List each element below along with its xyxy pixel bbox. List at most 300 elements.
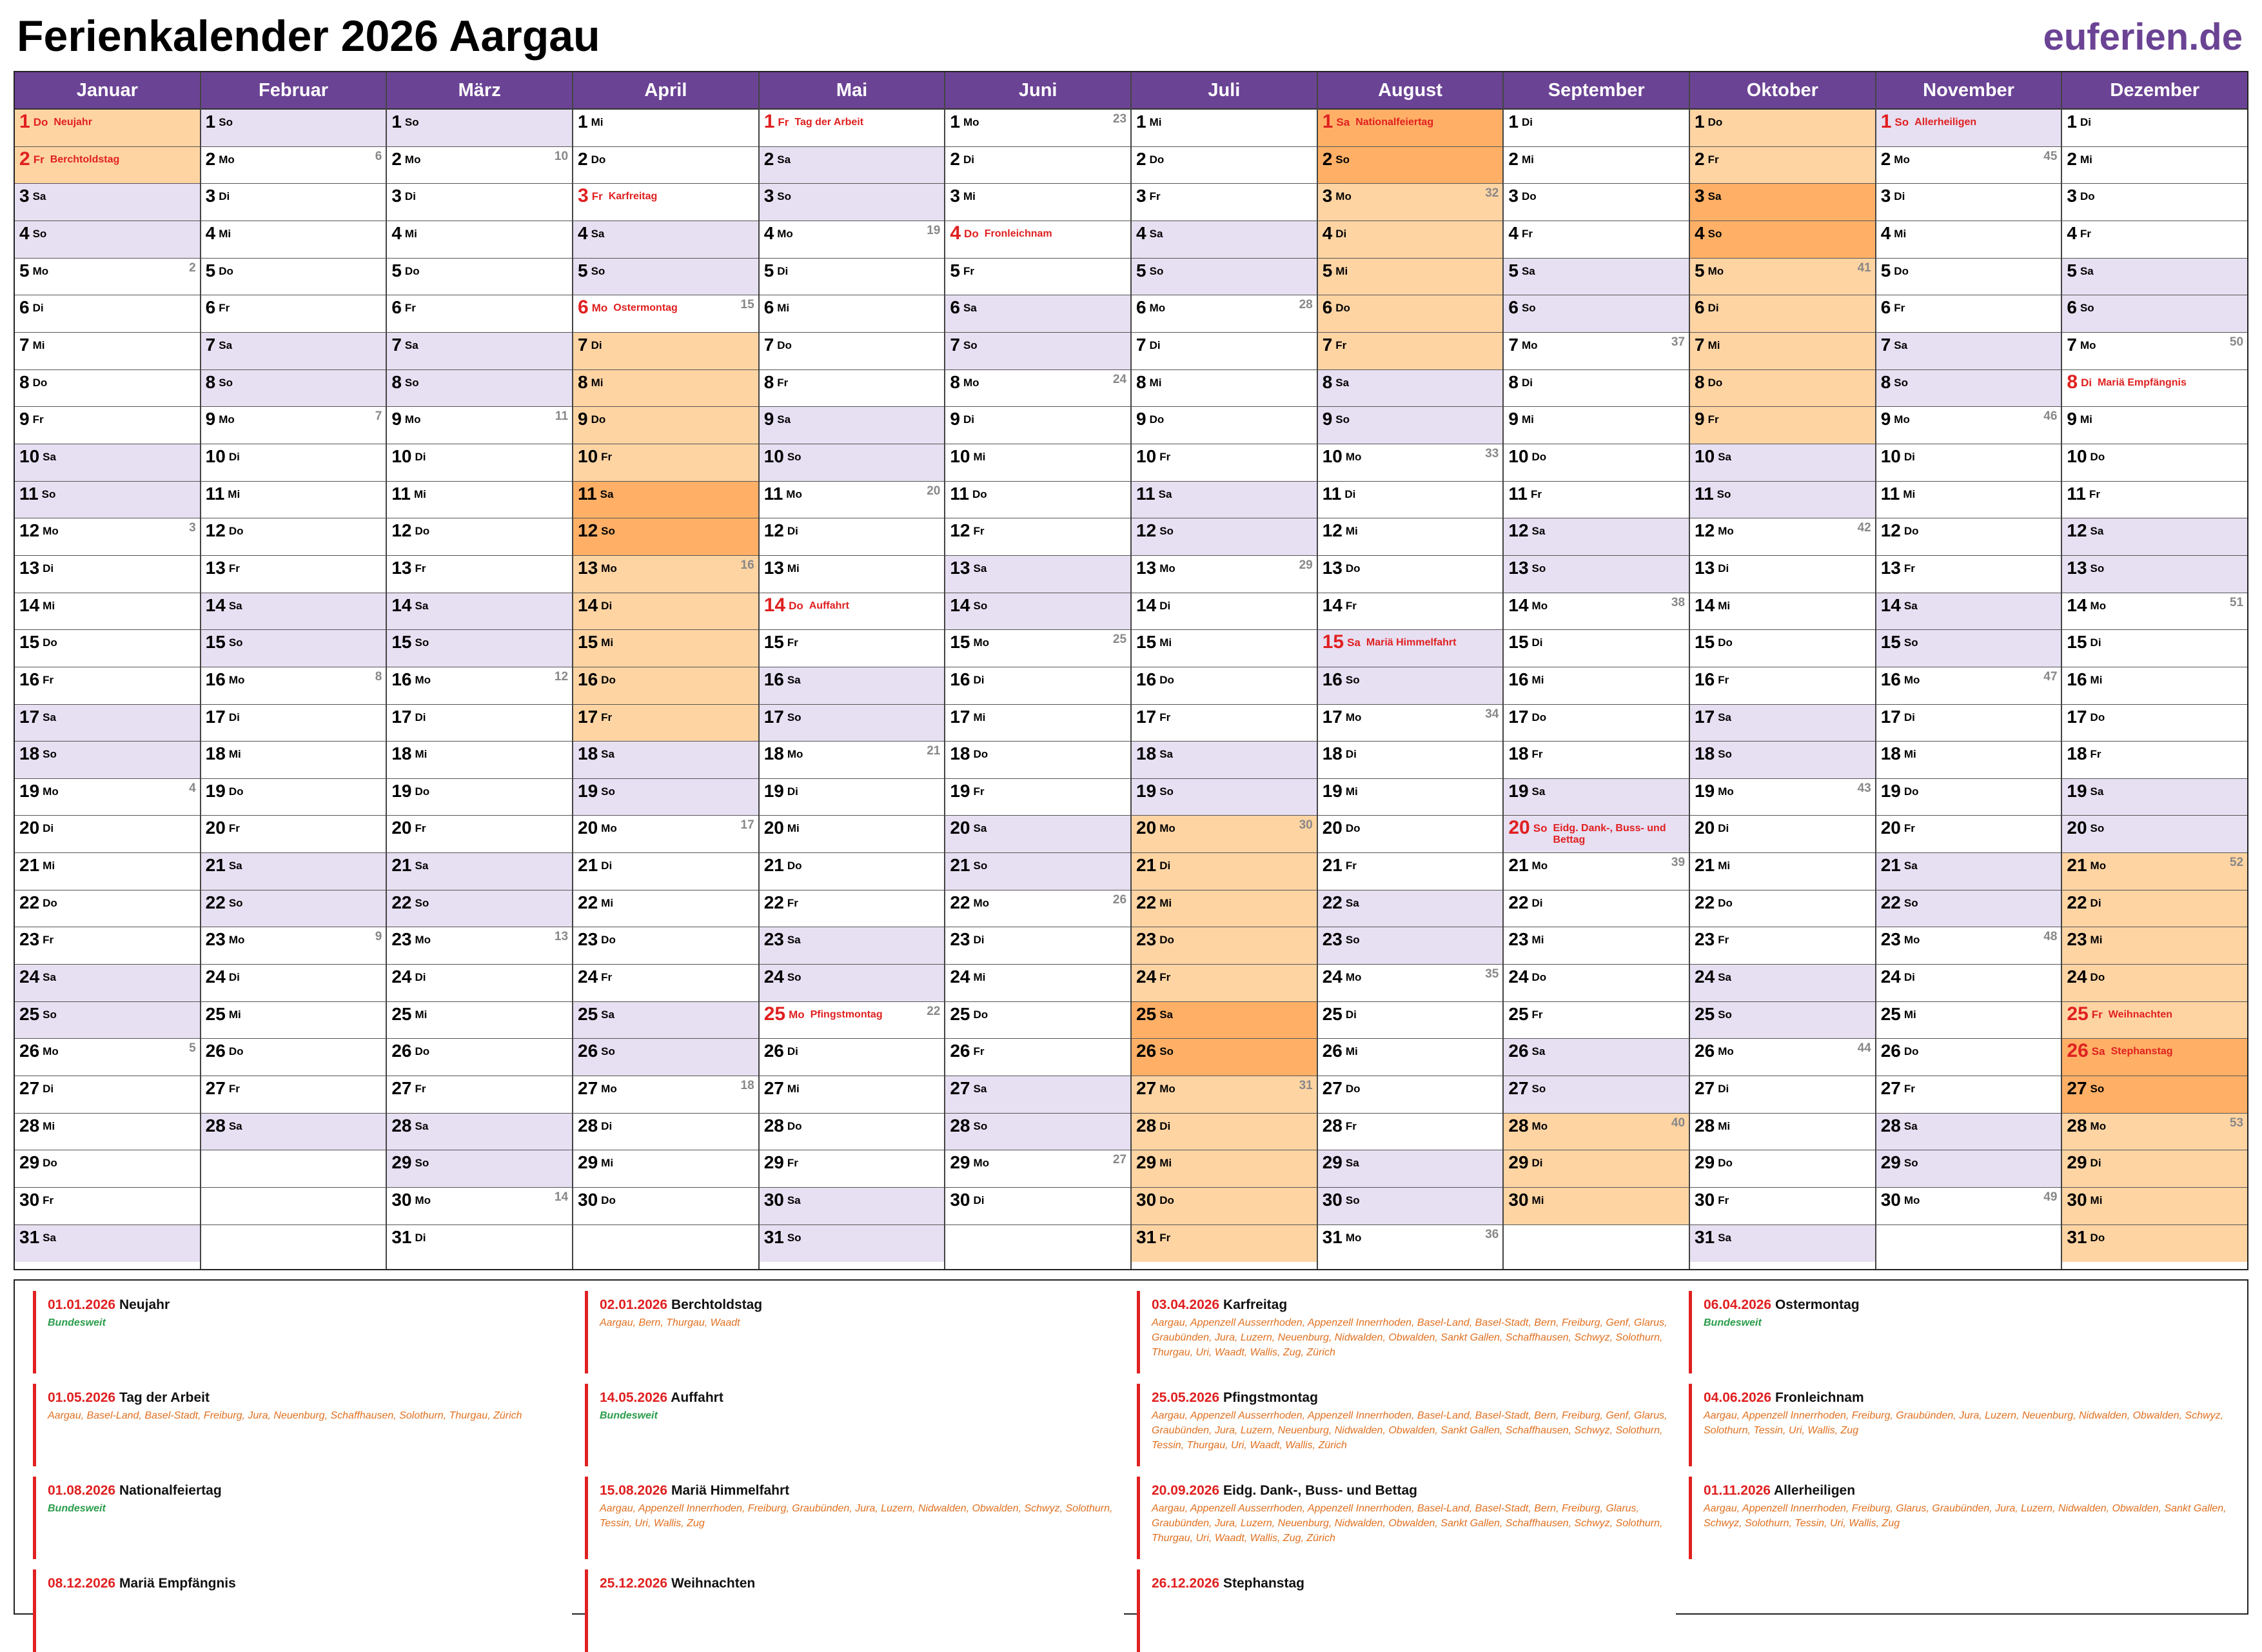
day-cell[interactable] (1318, 1076, 1503, 1114)
day-cell[interactable] (15, 1002, 200, 1039)
day-cell[interactable] (945, 927, 1130, 965)
day-cell[interactable] (1318, 1150, 1503, 1188)
day-cell[interactable] (2062, 184, 2247, 221)
day-cell[interactable] (1876, 667, 2061, 705)
day-cell[interactable] (945, 1188, 1130, 1225)
day-cell[interactable] (15, 110, 200, 147)
day-cell[interactable] (387, 630, 572, 667)
day-cell[interactable] (1318, 147, 1503, 184)
day-cell[interactable] (1504, 927, 1689, 965)
day-cell[interactable] (201, 184, 386, 221)
day-cell[interactable] (1690, 518, 1875, 556)
day-cell[interactable] (1690, 1002, 1875, 1039)
day-cell[interactable] (2062, 927, 2247, 965)
day-cell[interactable] (2062, 295, 2247, 333)
day-cell[interactable] (760, 890, 945, 928)
day-cell[interactable] (1690, 593, 1875, 631)
day-cell[interactable] (573, 259, 758, 296)
day-cell[interactable] (1132, 667, 1317, 705)
day-cell[interactable] (2062, 407, 2247, 444)
day-cell[interactable] (387, 593, 572, 631)
day-cell[interactable] (201, 556, 386, 593)
day-cell[interactable] (760, 295, 945, 333)
day-cell[interactable] (1876, 779, 2061, 816)
day-cell[interactable] (760, 1002, 945, 1039)
day-cell[interactable] (387, 705, 572, 742)
day-cell[interactable] (1132, 816, 1317, 853)
day-cell[interactable] (1132, 556, 1317, 593)
day-cell[interactable] (1876, 482, 2061, 519)
day-cell[interactable] (387, 407, 572, 444)
day-cell[interactable] (201, 259, 386, 296)
day-cell[interactable] (1504, 556, 1689, 593)
day-cell[interactable] (1132, 1002, 1317, 1039)
day-cell[interactable] (1318, 1188, 1503, 1225)
day-cell[interactable] (573, 965, 758, 1002)
day-cell[interactable] (760, 1114, 945, 1151)
day-cell[interactable] (2062, 1114, 2247, 1151)
day-cell[interactable] (760, 1076, 945, 1114)
day-cell[interactable] (201, 295, 386, 333)
day-cell[interactable] (2062, 370, 2247, 408)
day-cell[interactable] (1132, 295, 1317, 333)
day-cell[interactable] (2062, 816, 2247, 853)
day-cell[interactable] (15, 667, 200, 705)
day-cell[interactable] (2062, 890, 2247, 928)
day-cell[interactable] (201, 890, 386, 928)
day-cell[interactable] (15, 518, 200, 556)
day-cell[interactable] (387, 1188, 572, 1225)
day-cell[interactable] (1504, 1039, 1689, 1076)
day-cell[interactable] (1504, 1150, 1689, 1188)
day-cell[interactable] (2062, 147, 2247, 184)
day-cell[interactable] (1690, 1114, 1875, 1151)
day-cell[interactable] (1504, 110, 1689, 147)
day-cell[interactable] (201, 816, 386, 853)
day-cell[interactable] (945, 1114, 1130, 1151)
day-cell[interactable] (387, 890, 572, 928)
day-cell[interactable] (387, 1225, 572, 1263)
day-cell[interactable] (15, 779, 200, 816)
day-cell[interactable] (15, 630, 200, 667)
day-cell[interactable] (760, 110, 945, 147)
day-cell[interactable] (760, 1188, 945, 1225)
day-cell[interactable] (201, 147, 386, 184)
day-cell[interactable] (387, 779, 572, 816)
day-cell[interactable] (201, 853, 386, 890)
day-cell[interactable] (760, 816, 945, 853)
day-cell[interactable] (15, 1114, 200, 1151)
day-cell[interactable] (387, 110, 572, 147)
day-cell[interactable] (1318, 259, 1503, 296)
day-cell[interactable] (945, 556, 1130, 593)
day-cell[interactable] (573, 742, 758, 779)
day-cell[interactable] (760, 965, 945, 1002)
day-cell[interactable] (387, 184, 572, 221)
day-cell[interactable] (2062, 1076, 2247, 1114)
day-cell[interactable] (760, 1150, 945, 1188)
day-cell[interactable] (945, 333, 1130, 370)
day-cell[interactable] (945, 705, 1130, 742)
day-cell[interactable] (1318, 1039, 1503, 1076)
day-cell[interactable] (201, 593, 386, 631)
day-cell[interactable] (760, 444, 945, 482)
day-cell[interactable] (15, 1188, 200, 1225)
day-cell[interactable] (15, 482, 200, 519)
day-cell[interactable] (760, 482, 945, 519)
day-cell[interactable] (1504, 742, 1689, 779)
day-cell[interactable] (1690, 407, 1875, 444)
day-cell[interactable] (1876, 705, 2061, 742)
day-cell[interactable] (15, 295, 200, 333)
day-cell[interactable] (573, 221, 758, 259)
day-cell[interactable] (1318, 927, 1503, 965)
day-cell[interactable] (760, 1039, 945, 1076)
day-cell[interactable] (1876, 221, 2061, 259)
day-cell[interactable] (201, 1114, 386, 1151)
day-cell[interactable] (387, 1150, 572, 1188)
day-cell[interactable] (573, 1076, 758, 1114)
day-cell[interactable] (387, 667, 572, 705)
day-cell[interactable] (1876, 742, 2061, 779)
day-cell[interactable] (387, 482, 572, 519)
day-cell[interactable] (1690, 259, 1875, 296)
day-cell[interactable] (1318, 630, 1503, 667)
day-cell[interactable] (573, 630, 758, 667)
day-cell[interactable] (15, 927, 200, 965)
day-cell[interactable] (1690, 444, 1875, 482)
day-cell[interactable] (15, 1076, 200, 1114)
day-cell[interactable] (1504, 184, 1689, 221)
day-cell[interactable] (1318, 221, 1503, 259)
day-cell[interactable] (760, 853, 945, 890)
day-cell[interactable] (15, 1225, 200, 1263)
day-cell[interactable] (387, 333, 572, 370)
day-cell[interactable] (1876, 407, 2061, 444)
day-cell[interactable] (945, 444, 1130, 482)
day-cell[interactable] (1132, 221, 1317, 259)
day-cell[interactable] (2062, 518, 2247, 556)
day-cell[interactable] (2062, 742, 2247, 779)
day-cell[interactable] (945, 1039, 1130, 1076)
day-cell[interactable] (945, 593, 1130, 631)
day-cell[interactable] (1504, 853, 1689, 890)
day-cell[interactable] (201, 221, 386, 259)
day-cell[interactable] (1318, 110, 1503, 147)
day-cell[interactable] (15, 444, 200, 482)
day-cell[interactable] (945, 407, 1130, 444)
day-cell[interactable] (945, 890, 1130, 928)
day-cell[interactable] (1132, 1076, 1317, 1114)
day-cell[interactable] (1504, 593, 1689, 631)
day-cell[interactable] (1318, 965, 1503, 1002)
day-cell[interactable] (201, 333, 386, 370)
day-cell[interactable] (201, 779, 386, 816)
day-cell[interactable] (1876, 147, 2061, 184)
day-cell[interactable] (15, 259, 200, 296)
day-cell[interactable] (945, 742, 1130, 779)
day-cell[interactable] (387, 1076, 572, 1114)
day-cell[interactable] (1318, 705, 1503, 742)
day-cell[interactable] (573, 593, 758, 631)
day-cell[interactable] (1690, 556, 1875, 593)
day-cell[interactable] (573, 705, 758, 742)
day-cell[interactable] (1132, 853, 1317, 890)
day-cell[interactable] (201, 965, 386, 1002)
day-cell[interactable] (573, 1114, 758, 1151)
day-cell[interactable] (760, 705, 945, 742)
day-cell[interactable] (387, 1002, 572, 1039)
day-cell[interactable] (1876, 630, 2061, 667)
day-cell[interactable] (2062, 1225, 2247, 1263)
day-cell[interactable] (1132, 407, 1317, 444)
day-cell[interactable] (945, 630, 1130, 667)
day-cell[interactable] (573, 890, 758, 928)
day-cell[interactable] (760, 556, 945, 593)
day-cell[interactable] (760, 630, 945, 667)
day-cell[interactable] (1504, 1114, 1689, 1151)
day-cell[interactable] (760, 184, 945, 221)
day-cell[interactable] (1504, 407, 1689, 444)
day-cell[interactable] (1876, 927, 2061, 965)
day-cell[interactable] (1318, 184, 1503, 221)
day-cell[interactable] (945, 1076, 1130, 1114)
day-cell[interactable] (1132, 110, 1317, 147)
day-cell[interactable] (1876, 518, 2061, 556)
day-cell[interactable] (945, 853, 1130, 890)
day-cell[interactable] (1690, 1076, 1875, 1114)
day-cell[interactable] (760, 147, 945, 184)
day-cell[interactable] (15, 184, 200, 221)
day-cell[interactable] (760, 518, 945, 556)
day-cell[interactable] (1876, 816, 2061, 853)
day-cell[interactable] (201, 110, 386, 147)
day-cell[interactable] (573, 295, 758, 333)
day-cell[interactable] (15, 221, 200, 259)
day-cell[interactable] (1132, 890, 1317, 928)
day-cell[interactable] (573, 518, 758, 556)
day-cell[interactable] (1132, 742, 1317, 779)
day-cell[interactable] (945, 779, 1130, 816)
day-cell[interactable] (387, 742, 572, 779)
day-cell[interactable] (15, 370, 200, 408)
day-cell[interactable] (1318, 333, 1503, 370)
day-cell[interactable] (1504, 444, 1689, 482)
day-cell[interactable] (1690, 333, 1875, 370)
day-cell[interactable] (1876, 444, 2061, 482)
day-cell[interactable] (1132, 1039, 1317, 1076)
day-cell[interactable] (573, 482, 758, 519)
day-cell[interactable] (2062, 1150, 2247, 1188)
day-cell[interactable] (1318, 518, 1503, 556)
day-cell[interactable] (2062, 779, 2247, 816)
day-cell[interactable] (1504, 1188, 1689, 1225)
day-cell[interactable] (760, 667, 945, 705)
day-cell[interactable] (1690, 1150, 1875, 1188)
day-cell[interactable] (201, 742, 386, 779)
day-cell[interactable] (1504, 295, 1689, 333)
day-cell[interactable] (1504, 816, 1689, 853)
day-cell[interactable] (1318, 853, 1503, 890)
day-cell[interactable] (15, 890, 200, 928)
day-cell[interactable] (1318, 779, 1503, 816)
day-cell[interactable] (387, 259, 572, 296)
day-cell[interactable] (387, 853, 572, 890)
day-cell[interactable] (15, 705, 200, 742)
day-cell[interactable] (573, 927, 758, 965)
day-cell[interactable] (1504, 667, 1689, 705)
day-cell[interactable] (760, 407, 945, 444)
day-cell[interactable] (1690, 1039, 1875, 1076)
day-cell[interactable] (1132, 779, 1317, 816)
day-cell[interactable] (1504, 779, 1689, 816)
day-cell[interactable] (1504, 221, 1689, 259)
day-cell[interactable] (2062, 259, 2247, 296)
day-cell[interactable] (760, 927, 945, 965)
day-cell[interactable] (1876, 965, 2061, 1002)
day-cell[interactable] (1504, 333, 1689, 370)
day-cell[interactable] (15, 147, 200, 184)
day-cell[interactable] (1132, 1150, 1317, 1188)
day-cell[interactable] (760, 779, 945, 816)
day-cell[interactable] (1318, 1002, 1503, 1039)
day-cell[interactable] (1690, 184, 1875, 221)
day-cell[interactable] (945, 295, 1130, 333)
day-cell[interactable] (1318, 1114, 1503, 1151)
day-cell[interactable] (1690, 110, 1875, 147)
day-cell[interactable] (15, 1039, 200, 1076)
day-cell[interactable] (2062, 444, 2247, 482)
day-cell[interactable] (1504, 1002, 1689, 1039)
day-cell[interactable] (1876, 370, 2061, 408)
day-cell[interactable] (1318, 370, 1503, 408)
day-cell[interactable] (387, 1039, 572, 1076)
day-cell[interactable] (945, 667, 1130, 705)
day-cell[interactable] (1690, 370, 1875, 408)
day-cell[interactable] (1132, 259, 1317, 296)
day-cell[interactable] (1318, 816, 1503, 853)
day-cell[interactable] (573, 110, 758, 147)
day-cell[interactable] (1690, 779, 1875, 816)
day-cell[interactable] (1690, 221, 1875, 259)
day-cell[interactable] (387, 370, 572, 408)
day-cell[interactable] (387, 221, 572, 259)
day-cell[interactable] (1876, 1188, 2061, 1225)
day-cell[interactable] (1132, 333, 1317, 370)
day-cell[interactable] (945, 221, 1130, 259)
day-cell[interactable] (201, 482, 386, 519)
day-cell[interactable] (201, 630, 386, 667)
day-cell[interactable] (573, 816, 758, 853)
day-cell[interactable] (1876, 1039, 2061, 1076)
day-cell[interactable] (945, 110, 1130, 147)
day-cell[interactable] (1690, 965, 1875, 1002)
day-cell[interactable] (1876, 1076, 2061, 1114)
day-cell[interactable] (1504, 1076, 1689, 1114)
day-cell[interactable] (1504, 482, 1689, 519)
day-cell[interactable] (760, 333, 945, 370)
day-cell[interactable] (15, 853, 200, 890)
day-cell[interactable] (760, 742, 945, 779)
day-cell[interactable] (1132, 593, 1317, 631)
day-cell[interactable] (1132, 370, 1317, 408)
day-cell[interactable] (1876, 1114, 2061, 1151)
day-cell[interactable] (201, 1002, 386, 1039)
day-cell[interactable] (1318, 295, 1503, 333)
day-cell[interactable] (573, 333, 758, 370)
day-cell[interactable] (2062, 1188, 2247, 1225)
day-cell[interactable] (945, 816, 1130, 853)
day-cell[interactable] (1132, 965, 1317, 1002)
day-cell[interactable] (573, 667, 758, 705)
day-cell[interactable] (573, 1188, 758, 1225)
day-cell[interactable] (2062, 630, 2247, 667)
day-cell[interactable] (1690, 147, 1875, 184)
day-cell[interactable] (945, 1150, 1130, 1188)
day-cell[interactable] (573, 407, 758, 444)
day-cell[interactable] (1132, 927, 1317, 965)
day-cell[interactable] (1690, 1188, 1875, 1225)
day-cell[interactable] (387, 147, 572, 184)
day-cell[interactable] (1318, 482, 1503, 519)
day-cell[interactable] (1690, 816, 1875, 853)
day-cell[interactable] (1504, 630, 1689, 667)
day-cell[interactable] (760, 221, 945, 259)
day-cell[interactable] (573, 1039, 758, 1076)
day-cell[interactable] (1318, 667, 1503, 705)
day-cell[interactable] (15, 556, 200, 593)
day-cell[interactable] (2062, 667, 2247, 705)
day-cell[interactable] (573, 1150, 758, 1188)
day-cell[interactable] (1318, 890, 1503, 928)
day-cell[interactable] (573, 370, 758, 408)
day-cell[interactable] (1132, 518, 1317, 556)
day-cell[interactable] (15, 816, 200, 853)
day-cell[interactable] (1504, 965, 1689, 1002)
day-cell[interactable] (1690, 853, 1875, 890)
day-cell[interactable] (1318, 593, 1503, 631)
day-cell[interactable] (1690, 667, 1875, 705)
day-cell[interactable] (760, 370, 945, 408)
day-cell[interactable] (1876, 890, 2061, 928)
day-cell[interactable] (2062, 965, 2247, 1002)
day-cell[interactable] (387, 1114, 572, 1151)
day-cell[interactable] (1876, 593, 2061, 631)
day-cell[interactable] (573, 184, 758, 221)
day-cell[interactable] (2062, 853, 2247, 890)
day-cell[interactable] (15, 333, 200, 370)
day-cell[interactable] (760, 1225, 945, 1263)
day-cell[interactable] (387, 965, 572, 1002)
day-cell[interactable] (945, 1002, 1130, 1039)
day-cell[interactable] (1318, 407, 1503, 444)
day-cell[interactable] (945, 259, 1130, 296)
day-cell[interactable] (2062, 110, 2247, 147)
day-cell[interactable] (1690, 1225, 1875, 1263)
day-cell[interactable] (201, 927, 386, 965)
day-cell[interactable] (1132, 482, 1317, 519)
day-cell[interactable] (1690, 630, 1875, 667)
day-cell[interactable] (1690, 890, 1875, 928)
day-cell[interactable] (1318, 742, 1503, 779)
day-cell[interactable] (1876, 259, 2061, 296)
day-cell[interactable] (2062, 221, 2247, 259)
day-cell[interactable] (201, 667, 386, 705)
day-cell[interactable] (573, 444, 758, 482)
day-cell[interactable] (1132, 630, 1317, 667)
day-cell[interactable] (2062, 482, 2247, 519)
day-cell[interactable] (387, 556, 572, 593)
